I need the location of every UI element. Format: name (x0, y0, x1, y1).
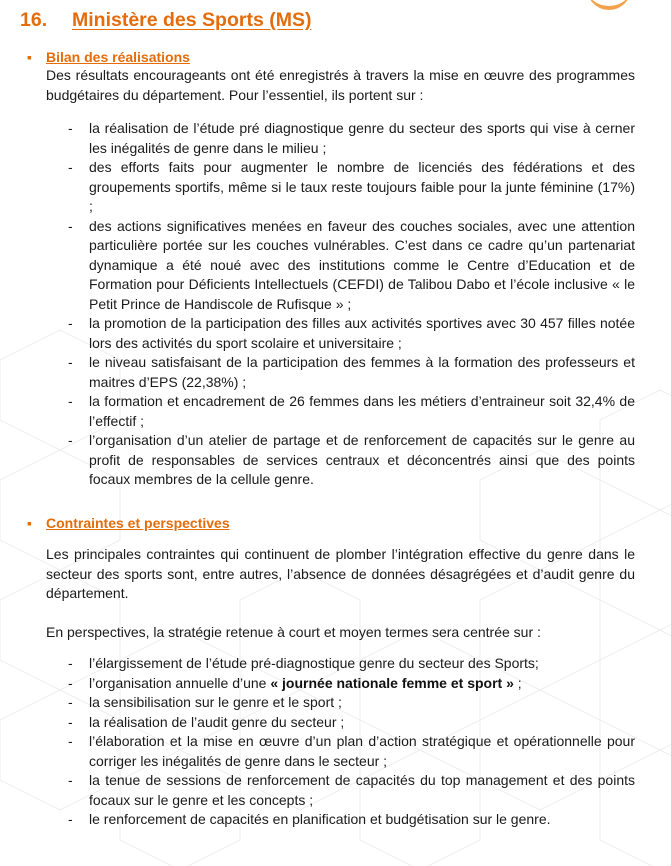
list-item-text: la réalisation de l’étude pré diagnostique genre du secteur des sports qui vise à cerner les inégalités de genre dans le milieu ; (89, 120, 635, 156)
list-item-text: la formation et encadrement de 26 femmes dans les métiers d’entraineur soit 32,4% de l’effectif ; (89, 393, 635, 429)
dash-bullet: - (68, 159, 73, 175)
dash-bullet: - (68, 713, 73, 730)
dash-bullet: - (68, 772, 73, 788)
list-item (46, 713, 635, 733)
list-item-text: le niveau satisfaisant de la participation des femmes à la formation des professeurs et maitres d’EPS (22,38%) ; (89, 354, 635, 390)
list-item-text: l’organisation d’un atelier de partage et de renforcement de capacités sur le genre au profit de responsables de services centraux et déconcentrés ainsi que des points focaux membres de la cellule genre. (89, 432, 635, 487)
list-item (46, 810, 635, 830)
square-bullet-icon: ▪ (27, 515, 32, 531)
list-item (46, 392, 635, 431)
list-item-text: la sensibilisation sur le genre et le sport ; (89, 694, 342, 710)
list-item-text: le renforcement de capacités en planification et budgétisation sur le genre. (89, 811, 551, 827)
dash-bullet: - (68, 120, 73, 136)
subsection-heading-contraintes (27, 515, 230, 531)
bilan-intro-paragraph: Des résultats encourageants ont été enregistrés à travers la mise en œuvre des programmes budgétaires du département. Pour l’essentiel, ils portent sur : (46, 67, 635, 103)
list-item-text-after: ; (513, 674, 522, 691)
dash-bullet: - (68, 217, 73, 234)
list-item (46, 431, 635, 490)
dash-bullet: - (68, 694, 73, 710)
subsection-label: Contraintes et perspectives (46, 515, 230, 531)
list-item-text: la réalisation de l’audit genre du secteur ; (89, 713, 345, 730)
list-item-text: la promotion de la participation des filles aux activités sportives avec 30 457 filles notée lors des activités du sport scolaire et universitaire ; (89, 315, 635, 351)
dash-bullet: - (68, 655, 73, 671)
list-item (46, 654, 635, 674)
square-bullet-icon: ▪ (27, 49, 32, 65)
dash-bullet: - (68, 354, 73, 370)
dash-bullet: - (68, 393, 73, 409)
perspectives-intro-paragraph: En perspectives, la stratégie retenue à court et moyen termes sera centrée sur : (46, 624, 541, 640)
list-item (46, 771, 635, 810)
list-item-text: l’élaboration et la mise en œuvre d’un plan d’action stratégique et opérationnelle pour corriger les inégalités de genre dans le secteur ; (89, 733, 635, 769)
list-item (46, 314, 635, 353)
section-number: 16. (20, 9, 48, 31)
bilan-list (46, 119, 635, 490)
list-item (46, 119, 635, 158)
list-item (46, 732, 635, 771)
list-item (46, 353, 635, 392)
list-item-text: la tenue de sessions de renforcement de capacités du top management et des points focaux sur le genre et les concepts ; (89, 772, 635, 808)
subsection-heading-bilan (27, 49, 190, 65)
list-item-text: l’élargissement de l’étude pré-diagnostique genre du secteur des Sports; (89, 655, 539, 671)
list-item (46, 674, 635, 694)
perspectives-list (46, 654, 635, 830)
list-item-text: des actions significatives menées en faveur des couches sociales, avec une attention particulière portée sur les couches vulnérables. C’est dans ce cadre qu’un partenariat dynamique a été noué avec des institutions comme le Centre d’Education et de Formation pour Déficients Intellectuels (CEFDI) de Talibou Dabo et l’école inclusive « le Petit Prince de Handiscole de Rufisque » ; (89, 217, 635, 312)
list-item-text: des efforts faits pour augmenter le nombre de licenciés des fédérations et des groupements sportifs, même si le taux reste toujours faible pour la junte féminine (17%) ; (89, 159, 635, 214)
section-title-text: Ministère des Sports (MS) (72, 9, 312, 31)
dash-bullet: - (68, 733, 73, 749)
list-item (46, 217, 635, 315)
dash-bullet: - (68, 811, 73, 827)
list-item-text-before: l’organisation annuelle d’une (89, 674, 271, 691)
dash-bullet: - (68, 315, 73, 331)
dash-bullet: - (68, 432, 73, 448)
list-item (46, 693, 635, 713)
section-title (20, 9, 311, 32)
dash-bullet: - (68, 674, 73, 691)
list-item (46, 158, 635, 217)
subsection-label: Bilan des réalisations (46, 49, 190, 65)
list-item-bold-text: « journée nationale femme et sport » (270, 674, 514, 691)
contraintes-paragraph: Les principales contraintes qui continuent de plomber l’intégration effective du genre dans le secteur des sports sont, entre autres, l’absence de données désagrégées et d’audit genre du département. (46, 546, 635, 601)
